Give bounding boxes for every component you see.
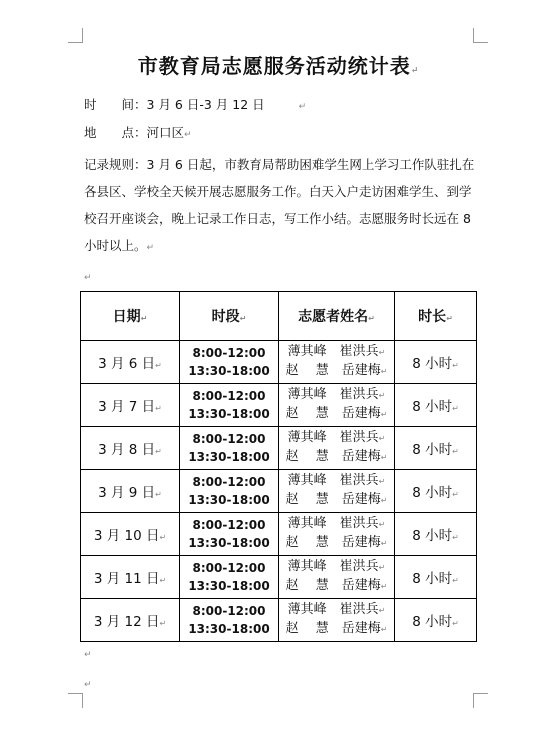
cell-volunteer-names: 薄其峰 崔洪兵↵ 赵 慧 岳建梅↵ (279, 599, 395, 642)
header-time-slot: 时段↵ (180, 292, 279, 341)
paragraph-mark-icon: ↵ (84, 650, 92, 660)
table-header-row (81, 292, 477, 341)
table-row (81, 556, 477, 599)
cell-duration: 8 小时↵ (395, 470, 477, 513)
header-volunteer-names: 志愿者姓名↵ (279, 292, 395, 341)
time-value: 3 月 6 日-3 月 12 日 (146, 97, 265, 112)
table-row (81, 341, 477, 384)
table-row (81, 599, 477, 642)
crop-mark-top-right (473, 28, 488, 43)
table-row (81, 427, 477, 470)
time-label: 时 间： (84, 97, 147, 112)
place-line (84, 123, 192, 141)
place-label: 地 点： (84, 125, 147, 140)
rules-text: 3 月 6 日起，市教育局帮助困难学生网上学习工作队驻扎在各县区、学校全天候开展志愿服务工作。白天入户走访困难学生、到学校召开座谈会，晚上记录工作日志，写工作小结。志愿服务时长远在 8 小时以上。 (84, 157, 475, 253)
cell-volunteer-names: 薄其峰 崔洪兵↵ 赵 慧 岳建梅↵ (279, 470, 395, 513)
place-value: 河口区 (146, 125, 185, 140)
cell-volunteer-names: 薄其峰 崔洪兵↵ 赵 慧 岳建梅↵ (279, 556, 395, 599)
cell-duration: 8 小时↵ (395, 513, 477, 556)
crop-mark-top-left (68, 28, 83, 43)
cell-time-slot: 8:00-12:00 13:30-18:00 (180, 384, 279, 427)
paragraph-mark-icon: ↵ (84, 680, 92, 690)
cell-volunteer-names: 薄其峰 崔洪兵↵ 赵 慧 岳建梅↵ (279, 427, 395, 470)
header-date: 日期↵ (81, 292, 180, 341)
cell-time-slot: 8:00-12:00 13:30-18:00 (180, 599, 279, 642)
recording-rules (84, 151, 480, 262)
document-title: 市教育局志愿服务活动统计表↵ (137, 54, 420, 78)
cell-duration: 8 小时↵ (395, 384, 477, 427)
crop-mark-bottom-right (473, 693, 488, 708)
cell-time-slot: 8:00-12:00 13:30-18:00 (180, 513, 279, 556)
table-row (81, 470, 477, 513)
crop-mark-bottom-left (68, 693, 83, 708)
cell-time-slot: 8:00-12:00 13:30-18:00 (180, 341, 279, 384)
cell-volunteer-names: 薄其峰 崔洪兵↵ 赵 慧 岳建梅↵ (279, 513, 395, 556)
rules-label: 记录规则： (84, 157, 147, 172)
cell-duration: 8 小时↵ (395, 341, 477, 384)
cell-date: 3 月 12 日↵ (81, 599, 180, 642)
paragraph-mark-icon: ↵ (84, 273, 92, 283)
cell-time-slot: 8:00-12:00 13:30-18:00 (180, 556, 279, 599)
cell-volunteer-names: 薄其峰 崔洪兵↵ 赵 慧 岳建梅↵ (279, 384, 395, 427)
cell-duration: 8 小时↵ (395, 427, 477, 470)
time-line (84, 95, 306, 113)
paragraph-mark-icon: ↵ (184, 130, 192, 140)
cell-duration: 8 小时↵ (395, 556, 477, 599)
cell-date: 3 月 10 日↵ (81, 513, 180, 556)
table-row (81, 384, 477, 427)
paragraph-mark-icon: ↵ (410, 66, 420, 76)
paragraph-mark-icon: ↵ (146, 243, 155, 253)
cell-volunteer-names: 薄其峰 崔洪兵↵ 赵 慧 岳建梅↵ (279, 341, 395, 384)
header-duration: 时长↵ (395, 292, 477, 341)
cell-date: 3 月 6 日↵ (81, 341, 180, 384)
cell-date: 3 月 9 日↵ (81, 470, 180, 513)
volunteer-stats-table (80, 291, 477, 642)
table-row (81, 513, 477, 556)
cell-date: 3 月 7 日↵ (81, 384, 180, 427)
cell-date: 3 月 11 日↵ (81, 556, 180, 599)
cell-time-slot: 8:00-12:00 13:30-18:00 (180, 470, 279, 513)
cell-time-slot: 8:00-12:00 13:30-18:00 (180, 427, 279, 470)
cell-duration: 8 小时↵ (395, 599, 477, 642)
cell-date: 3 月 8 日↵ (81, 427, 180, 470)
paragraph-mark-icon: ↵ (298, 102, 307, 112)
